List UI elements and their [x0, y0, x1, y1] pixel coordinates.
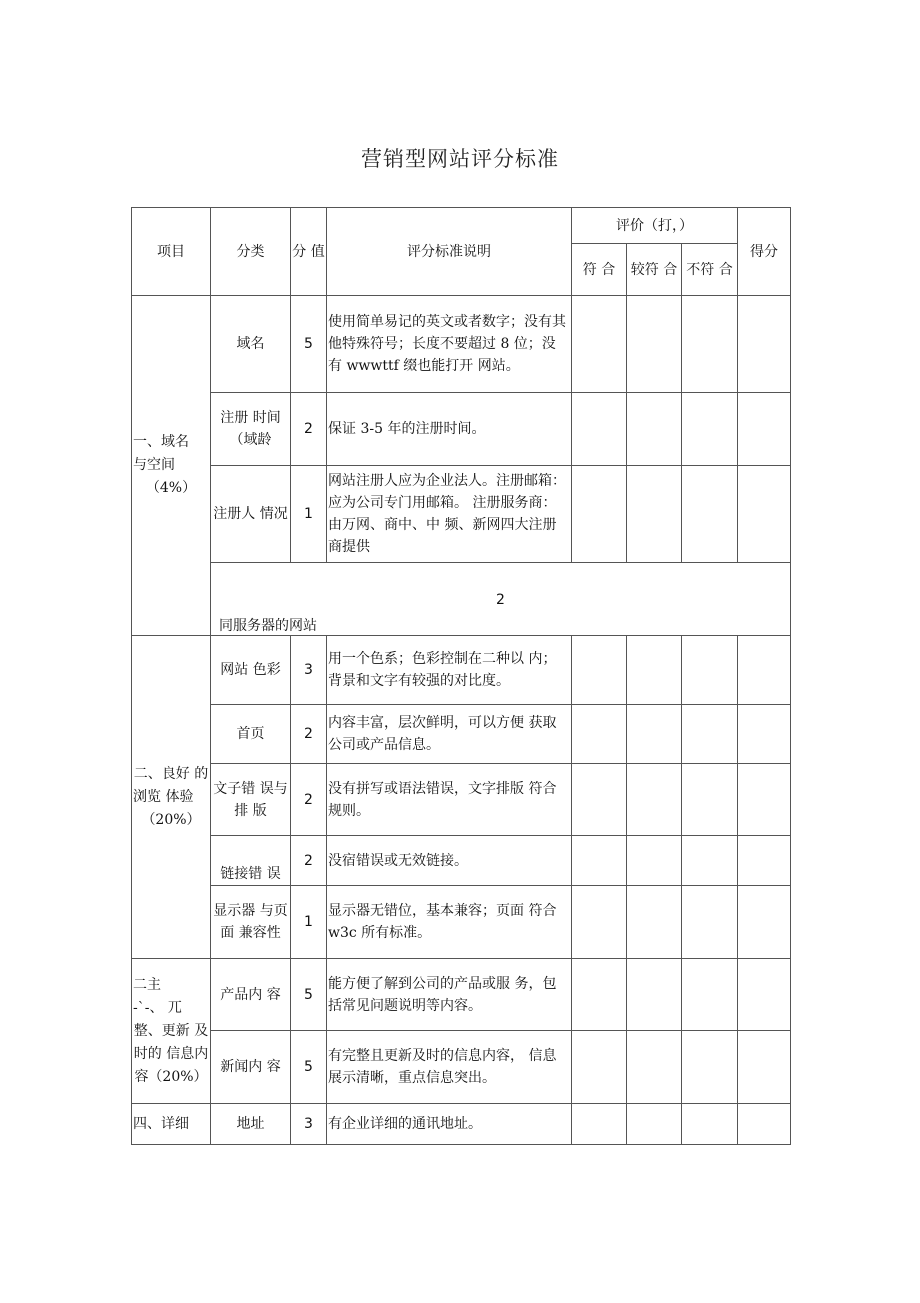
header-points: 得分	[738, 208, 791, 296]
score-cell: 2	[291, 393, 327, 466]
score-cell: 2	[291, 705, 327, 764]
description-cell: 保证 3-5 年的注册时间。	[327, 393, 572, 466]
eval-cell[interactable]	[682, 764, 738, 836]
merged-score: 2	[496, 592, 505, 608]
header-evaluation: 评价（打，）	[572, 208, 738, 244]
eval-cell[interactable]	[682, 466, 738, 563]
eval-cell[interactable]	[682, 393, 738, 466]
eval-cell[interactable]	[682, 1104, 738, 1145]
category-cell: 首页	[211, 705, 291, 764]
category-cell: 注册人 情况	[211, 466, 291, 563]
eval-cell[interactable]	[572, 705, 627, 764]
header-project: 项目	[132, 208, 211, 296]
description-cell: 内容丰富，层次鲜明，可以方便 获取公司或产品信息。	[327, 705, 572, 764]
eval-cell[interactable]	[627, 296, 682, 393]
table-row	[132, 393, 791, 466]
points-cell[interactable]	[738, 466, 791, 563]
table-row	[132, 705, 791, 764]
score-cell: 1	[291, 886, 327, 959]
eval-cell[interactable]	[627, 1031, 682, 1104]
category-cell: 网站 色彩	[211, 636, 291, 705]
score-cell: 2	[291, 836, 327, 886]
description-cell: 没宿错误或无效链接。	[327, 836, 572, 886]
eval-cell[interactable]	[572, 764, 627, 836]
merged-text: 同服务器的网站	[219, 618, 317, 634]
table-row	[132, 1104, 791, 1145]
eval-cell[interactable]	[572, 836, 627, 886]
points-cell[interactable]	[738, 393, 791, 466]
description-cell: 有企业详细的通讯地址。	[327, 1104, 572, 1145]
category-cell: 域名	[211, 296, 291, 393]
score-cell: 3	[291, 636, 327, 705]
eval-cell[interactable]	[627, 836, 682, 886]
points-cell[interactable]	[738, 764, 791, 836]
eval-cell[interactable]	[627, 764, 682, 836]
eval-cell[interactable]	[682, 705, 738, 764]
header-category: 分类	[211, 208, 291, 296]
section-name: 二主 -`-、 兀 整、更新 及 时的 信息内 容（20%）	[132, 959, 211, 1104]
table-row	[132, 764, 791, 836]
eval-cell[interactable]	[572, 636, 627, 705]
category-cell: 产品内 容	[211, 959, 291, 1031]
section-name: 二、良好 的 浏览 体验 （20%）	[132, 636, 211, 959]
points-cell[interactable]	[738, 1031, 791, 1104]
description-cell: 用一个色系；色彩控制在二种以 内；背景和文字有较强的对比度。	[327, 636, 572, 705]
header-description: 评分标准说明	[327, 208, 572, 296]
category-cell: 链接错 误	[211, 836, 291, 886]
eval-cell[interactable]	[627, 705, 682, 764]
header-row	[132, 208, 791, 244]
category-cell: 注册 时间 （域龄	[211, 393, 291, 466]
category-cell: 新闻内 容	[211, 1031, 291, 1104]
merged-row	[211, 563, 791, 636]
table-row	[132, 886, 791, 959]
score-cell: 1	[291, 466, 327, 563]
points-cell[interactable]	[738, 886, 791, 959]
eval-cell[interactable]	[682, 836, 738, 886]
points-cell[interactable]	[738, 1104, 791, 1145]
eval-cell[interactable]	[682, 636, 738, 705]
category-cell: 显示器 与页面 兼容性	[211, 886, 291, 959]
table-row	[132, 836, 791, 886]
description-cell: 网站注册人应为企业法人。注册邮箱：应为公司专门用邮箱。 注册服务商：由万网、商中、中 频、新网四大注册商提供	[327, 466, 572, 563]
eval-cell[interactable]	[627, 959, 682, 1031]
eval-cell[interactable]	[572, 296, 627, 393]
description-cell: 有完整且更新及时的信息内容， 信息展示清晰，重点信息突出。	[327, 1031, 572, 1104]
scoring-table	[131, 207, 791, 1145]
eval-cell[interactable]	[572, 393, 627, 466]
table-row	[132, 563, 791, 636]
table-row	[132, 959, 791, 1031]
eval-cell[interactable]	[627, 466, 682, 563]
section-name: 一、域名 与空间 （4%）	[132, 296, 211, 636]
score-cell: 5	[291, 1031, 327, 1104]
score-cell: 5	[291, 959, 327, 1031]
eval-cell[interactable]	[572, 886, 627, 959]
eval-option-match: 符 合	[572, 244, 627, 296]
eval-cell[interactable]	[572, 959, 627, 1031]
header-score: 分 值	[291, 208, 327, 296]
points-cell[interactable]	[738, 705, 791, 764]
eval-cell[interactable]	[682, 959, 738, 1031]
eval-cell[interactable]	[627, 393, 682, 466]
table-row	[132, 296, 791, 393]
points-cell[interactable]	[738, 636, 791, 705]
eval-option-nomatch: 不符 合	[682, 244, 738, 296]
eval-cell[interactable]	[627, 636, 682, 705]
description-cell: 使用简单易记的英文或者数字；没有其他特殊符号；长度不要超过 8 位；没有 wwwttf 缀也能打开 网站。	[327, 296, 572, 393]
table-row	[132, 466, 791, 563]
score-cell: 5	[291, 296, 327, 393]
description-cell: 没有拼写或语法错误，文字排版 符合规则。	[327, 764, 572, 836]
description-cell: 能方便了解到公司的产品或服 务，包括常见问题说明等内容。	[327, 959, 572, 1031]
eval-cell[interactable]	[682, 886, 738, 959]
eval-cell[interactable]	[627, 1104, 682, 1145]
eval-cell[interactable]	[682, 1031, 738, 1104]
section-name: 四、详细	[132, 1104, 211, 1145]
eval-cell[interactable]	[572, 1031, 627, 1104]
eval-cell[interactable]	[572, 466, 627, 563]
eval-cell[interactable]	[572, 1104, 627, 1145]
table-row	[132, 636, 791, 705]
eval-option-fair: 较符 合	[627, 244, 682, 296]
description-cell: 显示器无错位，基本兼容；页面 符合 w3c 所有标准。	[327, 886, 572, 959]
score-cell: 3	[291, 1104, 327, 1145]
table-row	[132, 1031, 791, 1104]
category-cell: 地址	[211, 1104, 291, 1145]
page-title: 营销型网站评分标准	[361, 147, 559, 171]
eval-cell[interactable]	[627, 886, 682, 959]
points-cell[interactable]	[738, 296, 791, 393]
score-cell: 2	[291, 764, 327, 836]
eval-cell[interactable]	[682, 296, 738, 393]
points-cell[interactable]	[738, 836, 791, 886]
category-cell: 文子错 误与排 版	[211, 764, 291, 836]
points-cell[interactable]	[738, 959, 791, 1031]
